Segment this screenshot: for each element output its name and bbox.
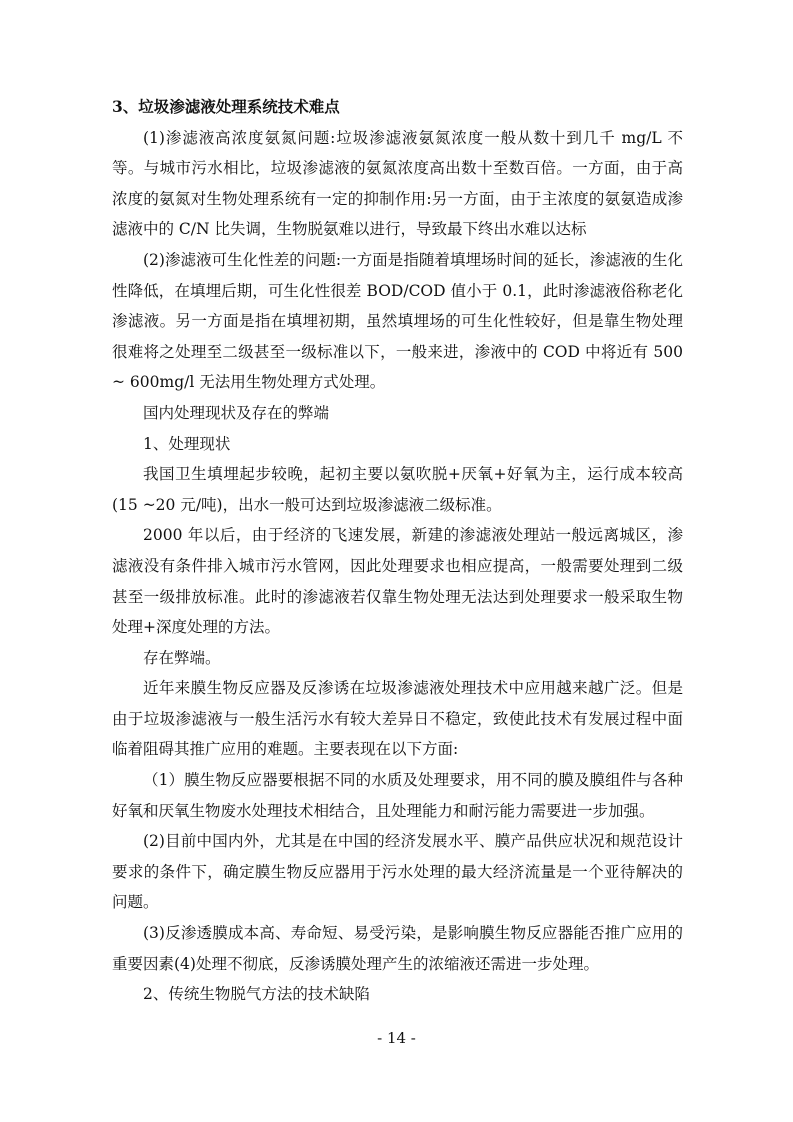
section-heading: 3、垃圾渗滤液处理系统技术难点 [112, 97, 340, 116]
paragraph-membrane-intro: 近年来膜生物反应器及反渗诱在垃圾渗滤液处理技术中应用越来越广泛。但是由于垃圾渗滤液与一般生活污水有较大差异日不稳定，致使此技术有发展过程中面临着阻碍其推广应用的难题。主要表现在以下方面: [112, 679, 683, 759]
paragraph-point-2: (2)目前中国内外，尤其是在中国的经济发展水平、膜产品供应状况和规范设计要求的条件下，确定膜生物反应器用于污水处理的最大经济流量是一个亚待解决的问题。 [112, 832, 683, 912]
subheading-drawbacks: 存在弊端。 [143, 648, 221, 667]
paragraph-point-3-4: (3)反渗透膜成本高、寿命短、易受污染，是影响膜生物反应器能否推广应用的重要因素(4)处理不彻底，反渗诱膜处理产生的浓缩液还需进一步处理。 [112, 924, 683, 973]
subheading-domestic-status: 国内处理现状及存在的弊端 [143, 403, 330, 422]
page-number: - 14 - [377, 1029, 416, 1047]
paragraph-biodegradability-problem: (2)渗滤液可生化性差的问题:一方面是指随着填埋场时间的延长，渗滤液的生化性降低，在填埋后期，可生化性很差 BOD/COD 值小于 0.1，此时渗滤液俗称老化渗滤液。另一方面是指在填埋初期，虽然填埋场的可生化性较好，但是靠生物处理很难将之处理至二级甚至一级标准以下，一般来进，渗液中的 COD 中将近有 500 ~ 600mg/l 无法用生物处理方式处理。 [112, 250, 683, 392]
paragraph-landfill-history: 我国卫生填埋起步较晚，起初主要以氨吹脱+厌氧+好氧为主，运行成本较高 (15 ~20 元/吨)，出水一般可达到垃圾渗滤液二级标准。 [112, 465, 683, 514]
document-body [112, 92, 683, 1010]
paragraph-point-1: （1）膜生物反应器要根据不同的水质及处理要求，用不同的膜及膜组件与各种好氧和厌氧生物废水处理技术相结合，且处理能力和耐污能力需要进一步加强。 [112, 771, 683, 820]
subheading-treatment-status: 1、处理现状 [143, 434, 231, 453]
subheading-traditional-defects: 2、传统生物脱气方法的技术缺陷 [143, 985, 370, 1004]
paragraph-ammonia-problem: (1)渗滤液高浓度氨氮问题:垃圾渗滤液氨氮浓度一般从数十到几千 mg/L 不等。与城市污水相比，垃圾渗滤液的氨氮浓度高出数十至数百倍。一方面，由于高浓度的氨氮对生物处理系统有一定的抑制作用:另一方面，由于主浓度的氨氨造成渗滤液中的 C/N 比失调，生物脱氨难以进行，导致最下终出水难以达标 [112, 128, 683, 239]
paragraph-after-2000: 2000 年以后，由于经济的飞速发展，新建的渗滤液处理站一般远离城区，渗滤液没有条件排入城市污水管网，因此处理要求也相应提高，一般需要处理到二级甚至一级排放标准。此时的渗滤液若仅靠生物处理无法达到处理要求一般采取生物处理+深度处理的方法。 [112, 526, 683, 637]
